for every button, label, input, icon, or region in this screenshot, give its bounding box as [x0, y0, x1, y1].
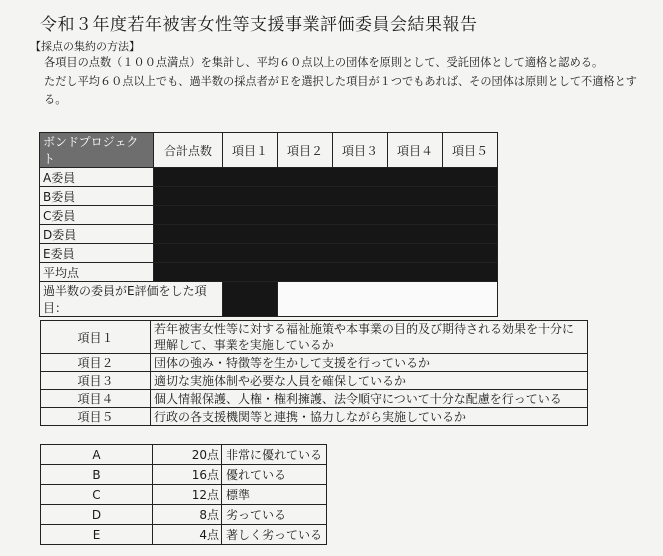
- table-row: [41, 390, 588, 408]
- criteria-name: 項目３: [41, 372, 151, 390]
- table-row: [41, 485, 327, 505]
- criteria-name: 項目１: [41, 321, 151, 354]
- table-row: [41, 408, 588, 426]
- redacted-cells: [154, 225, 498, 244]
- table-row: [41, 525, 327, 545]
- grade-letter: D: [41, 505, 153, 525]
- criteria-name: 項目２: [41, 354, 151, 372]
- table-row: [40, 225, 498, 244]
- grade-description: 非常に優れている: [222, 445, 327, 465]
- table-row: [40, 244, 498, 263]
- method-paragraph-2: ただし平均６０点以上でも、過半数の採点者がＥを選択した項目が１つでもあれば、その団体は原則として不適格とする。: [44, 75, 637, 106]
- row-label: E委員: [40, 244, 154, 263]
- table-row: [40, 263, 498, 282]
- grade-points: 8点: [153, 505, 222, 525]
- criteria-description: 行政の各支援機関等と連携・協力しながら実施しているか: [151, 408, 588, 426]
- criteria-name: 項目４: [41, 390, 151, 408]
- redacted-cells: [223, 282, 278, 317]
- criteria-description: 適切な実施体制や必要な人員を確保しているか: [151, 372, 588, 390]
- grade-points: 20点: [153, 445, 222, 465]
- page-title: 令和３年度若年被害女性等支援事業評価委員会結果報告: [40, 15, 478, 35]
- criteria-description: 若年被害女性等に対する福祉施策や本事業の目的及び期待される効果を十分に理解して、事業を実施しているか: [151, 321, 588, 354]
- table-row: [40, 168, 498, 187]
- grade-description: 著しく劣っている: [222, 525, 327, 545]
- grade-points: 4点: [153, 525, 222, 545]
- majority-row: [40, 282, 498, 317]
- majority-value: [278, 282, 498, 317]
- table-row: [41, 321, 588, 354]
- redacted-cells: [154, 206, 498, 225]
- row-label: D委員: [40, 225, 154, 244]
- row-label: B委員: [40, 187, 154, 206]
- table-row: [41, 445, 327, 465]
- criteria-name: 項目５: [41, 408, 151, 426]
- method-paragraph-1: 各項目の点数（１００点満点）を集計し、平均６０点以上の団体を原則として、受託団体として適格と認める。: [44, 56, 604, 69]
- section-label: 【採点の集約の方法】: [30, 40, 140, 53]
- table-row: [41, 372, 588, 390]
- row-label: A委員: [40, 168, 154, 187]
- table-row: [41, 354, 588, 372]
- column-header: 項目３: [333, 133, 388, 168]
- grade-description: 劣っている: [222, 505, 327, 525]
- column-header: 項目２: [278, 133, 333, 168]
- criteria-description: 個人情報保護、人権・権利擁護、法令順守について十分な配慮を行っている: [151, 390, 588, 408]
- grade-letter: C: [41, 485, 153, 505]
- column-header: 項目４: [388, 133, 443, 168]
- column-header: 合計点数: [154, 133, 223, 168]
- redacted-cells: [154, 244, 498, 263]
- grade-points: 16点: [153, 465, 222, 485]
- redacted-cells: [154, 168, 498, 187]
- column-header: 項目５: [443, 133, 498, 168]
- criteria-description: 団体の強み・特徴等を生かして支援を行っているか: [151, 354, 588, 372]
- criteria-table: [40, 320, 588, 426]
- row-label: 平均点: [40, 263, 154, 282]
- grade-description: 優れている: [222, 465, 327, 485]
- grade-points: 12点: [153, 485, 222, 505]
- score-table: [39, 132, 498, 317]
- redacted-cells: [154, 187, 498, 206]
- grade-letter: A: [41, 445, 153, 465]
- grade-letter: B: [41, 465, 153, 485]
- score-table-header: [40, 133, 498, 168]
- table-row: [40, 206, 498, 225]
- redacted-cells: [154, 263, 498, 282]
- row-label: C委員: [40, 206, 154, 225]
- table-row: [41, 505, 327, 525]
- table-row: [41, 465, 327, 485]
- organization-name: ボンドプロジェクト: [40, 133, 154, 168]
- grade-letter: E: [41, 525, 153, 545]
- grade-description: 標準: [222, 485, 327, 505]
- table-row: [40, 187, 498, 206]
- column-header: 項目１: [223, 133, 278, 168]
- majority-label: 過半数の委員がE評価をした項目：: [40, 282, 223, 317]
- grade-table: [40, 444, 327, 545]
